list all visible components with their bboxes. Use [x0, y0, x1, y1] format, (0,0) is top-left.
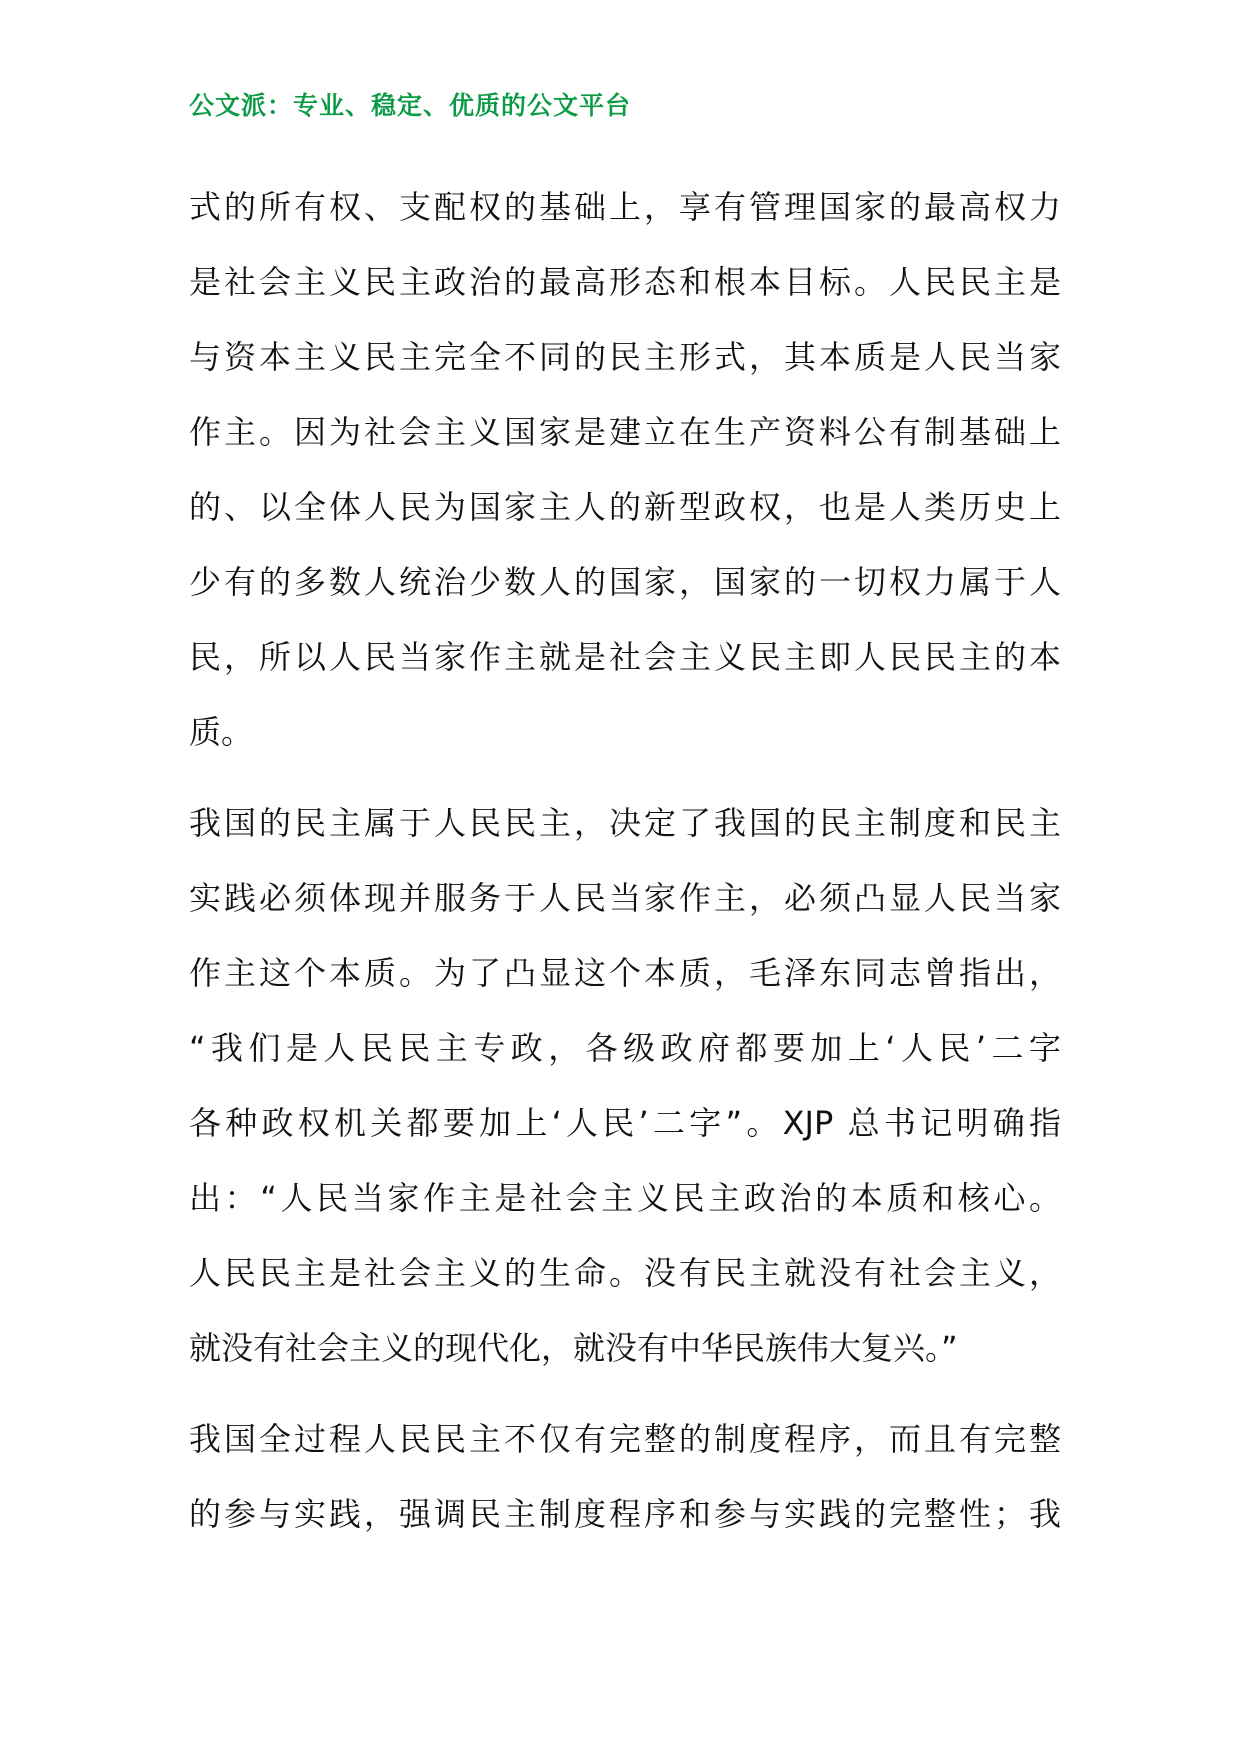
document-body	[189, 170, 1061, 1568]
text-line: 与资本主义民主完全不同的民主形式，其本质是人民当家	[189, 338, 1061, 376]
text-line: 我国全过程人民民主不仅有完整的制度程序，而且有完整	[189, 1420, 1061, 1458]
paragraph-2	[189, 786, 1061, 1386]
text-line: 实践必须体现并服务于人民当家作主，必须凸显人民当家	[189, 879, 1061, 917]
text-line: 质。	[189, 713, 254, 751]
text-line: 就没有社会主义的现代化，就没有中华民族伟大复兴。”	[189, 1329, 958, 1367]
text-line: 作主这个本质。为了凸显这个本质，毛泽东同志曾指出，	[189, 954, 1061, 992]
text-line: 民，所以人民当家作主就是社会主义民主即人民民主的本	[189, 638, 1061, 676]
text-line: 的、以全体人民为国家主人的新型政权，也是人类历史上	[189, 488, 1061, 526]
text-line: 是社会主义民主政治的最高形态和根本目标。人民民主是	[189, 263, 1061, 301]
text-line: 人民民主是社会主义的生命。没有民主就没有社会主义，	[189, 1254, 1061, 1292]
text-line: 的参与实践，强调民主制度程序和参与实践的完整性；我	[189, 1495, 1061, 1533]
text-line: “我们是人民民主专政，各级政府都要加上‘人民’二字	[189, 1029, 1061, 1067]
text-line: 少有的多数人统治少数人的国家，国家的一切权力属于人	[189, 563, 1061, 601]
text-line: 出：“人民当家作主是社会主义民主政治的本质和核心。	[189, 1179, 1061, 1217]
paragraph-3	[189, 1402, 1061, 1552]
text-line: 式的所有权、支配权的基础上，享有管理国家的最高权力	[189, 188, 1061, 226]
text-line: 各种政权机关都要加上‘人民’二字”。XJP 总书记明确指	[189, 1104, 1061, 1142]
page-header-title: 公文派：专业、稳定、优质的公文平台	[189, 91, 632, 120]
paragraph-1	[189, 170, 1061, 770]
text-line: 作主。因为社会主义国家是建立在生产资料公有制基础上	[189, 413, 1061, 451]
text-line: 我国的民主属于人民民主，决定了我国的民主制度和民主	[189, 804, 1061, 842]
